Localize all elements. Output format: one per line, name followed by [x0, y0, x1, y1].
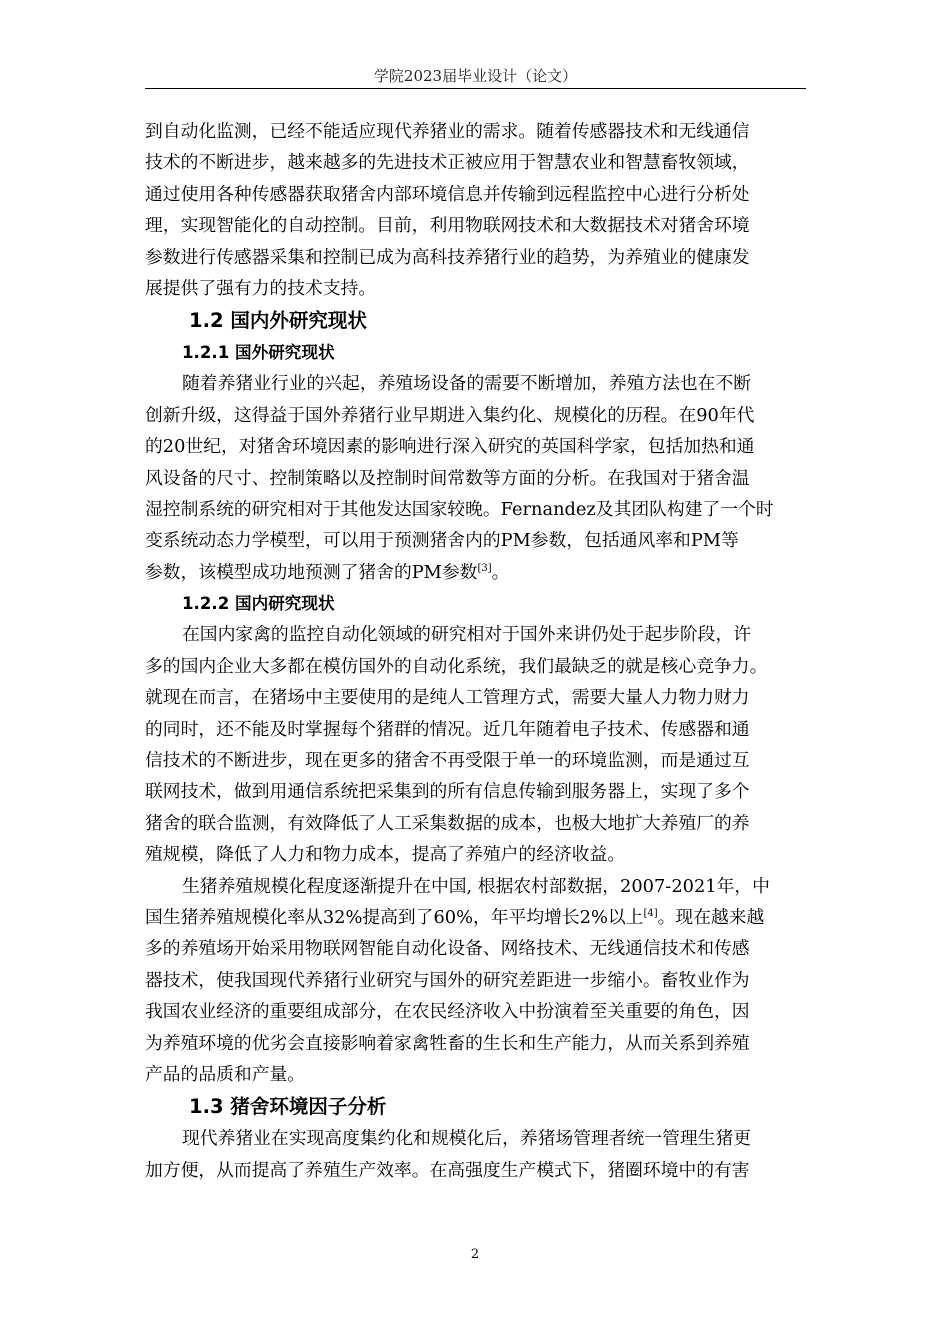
foreign-research-paragraph	[145, 368, 807, 588]
text-line: 为养殖环境的优劣会直接影响着家禽牲畜的生长和生产能力，从而关系到养殖	[145, 1032, 750, 1054]
text-line: 联网技术，做到用通信系统把采集到的所有信息传输到服务器上，实现了多个	[145, 781, 750, 803]
text-line: 创新升级，这得益于国外养猪行业早期进入集约化、规模化的历程。在90年代	[145, 404, 755, 426]
text-line: 多的国内企业大多都在模仿国外的自动化系统，我们最缺乏的就是核心竞争力。	[145, 655, 768, 677]
section-heading-1-2: 1.2 国内外研究现状	[189, 309, 367, 333]
text-line: 现代养猪业在实现高度集约化和规模化后，养猪场管理者统一管理生猪更	[182, 1128, 752, 1150]
document-body	[145, 116, 807, 1186]
text-line: 变系统动态力学模型，可以用于预测猪舍内的PM参数，包括通风率和PM等	[145, 530, 739, 552]
section-heading-1-2-1: 1.2.1 国外研究现状	[182, 343, 335, 363]
citation-ref: [3]	[477, 562, 492, 574]
statistics-paragraph	[145, 871, 807, 1091]
text-line: 多的养殖场开始采用物联网智能自动化设备、网络技术、无线通信技术和传感	[145, 938, 750, 960]
text-line: 风设备的尺寸、控制策略以及控制时间常数等方面的分析。在我国对于猪舍温	[145, 467, 750, 489]
page-header: 学院2023届毕业设计（论文）	[145, 64, 806, 89]
text-segment: 国生猪养殖规模化率从32%提高到了60%，年平均增长2%以上	[145, 906, 644, 928]
text-line: 猪舍的联合监测，有效降低了人工采集数据的成本，也极大地扩大养殖厂的养	[145, 812, 750, 834]
text-line: 通过使用各种传感器获取猪舍内部环境信息并传输到远程监控中心进行分析处	[145, 183, 750, 205]
intro-paragraph	[145, 116, 807, 304]
page-number: 2	[470, 1247, 480, 1262]
text-line: 就现在而言，在猪场中主要使用的是纯人工管理方式，需要大量人力物力财力	[145, 687, 750, 709]
text-line: 生猪养殖规模化程度逐渐提升在中国, 根据农村部数据，2007-2021年，中	[182, 875, 770, 897]
text-line: 信技术的不断进步，现在更多的猪舍不再受限于单一的环境监测，而是通过互	[145, 749, 750, 771]
text-line: 产品的品质和产量。	[145, 1063, 306, 1085]
environment-paragraph	[145, 1123, 807, 1186]
text-line: 理，实现智能化的自动控制。目前，利用物联网技术和大数据技术对猪舍环境	[145, 215, 750, 237]
citation-ref: [4]	[643, 907, 658, 919]
text-segment: 参数，该模型成功地预测了猪舍的PM参数	[145, 561, 478, 583]
text-line: 我国农业经济的重要组成部分，在农民经济收入中扮演着至关重要的角色，因	[145, 1001, 750, 1023]
text-line: 的同时，还不能及时掌握每个猪群的情况。近几年随着电子技术、传感器和通	[145, 718, 750, 740]
text-line: 殖规模，降低了人力和物力成本，提高了养殖户的经济收益。	[145, 844, 626, 866]
text-line: 随着养猪业行业的兴起，养殖场设备的需要不断增加，养殖方法也在不断	[182, 373, 752, 395]
text-line: 参数进行传感器采集和控制已成为高科技养猪行业的趋势，为养殖业的健康发	[145, 246, 750, 268]
text-line: 技术的不断进步，越来越多的先进技术正被应用于智慧农业和智慧畜牧领域，	[145, 152, 750, 174]
text-line: 到自动化监测，已经不能适应现代养猪业的需求。随着传感器技术和无线通信	[145, 121, 750, 142]
text-line	[145, 902, 807, 933]
text-line: 展提供了强有力的技术支持。	[145, 278, 377, 300]
text-line: 在国内家禽的监控自动化领域的研究相对于国外来讲仍处于起步阶段，许	[182, 624, 752, 646]
text-segment: 。现在越来越	[657, 906, 765, 928]
text-segment: 。	[491, 561, 510, 583]
text-line: 加方便，从而提高了养殖生产效率。在高强度生产模式下，猪圈环境中的有害	[145, 1159, 750, 1181]
text-line: 器技术，使我国现代养猪行业研究与国外的研究差距进一步缩小。畜牧业作为	[145, 969, 750, 991]
text-line: 的20世纪，对猪舍环境因素的影响进行深入研究的英国科学家，包括加热和通	[145, 436, 755, 458]
domestic-research-paragraph	[145, 619, 807, 870]
section-heading-1-3: 1.3 猪舍环境因子分析	[189, 1095, 387, 1119]
text-line: 湿控制系统的研究相对于其他发达国家较晚。Fernandez及其团队构建了一个时	[145, 499, 774, 521]
section-heading-1-2-2: 1.2.2 国内研究现状	[182, 594, 335, 614]
text-line	[145, 557, 807, 588]
